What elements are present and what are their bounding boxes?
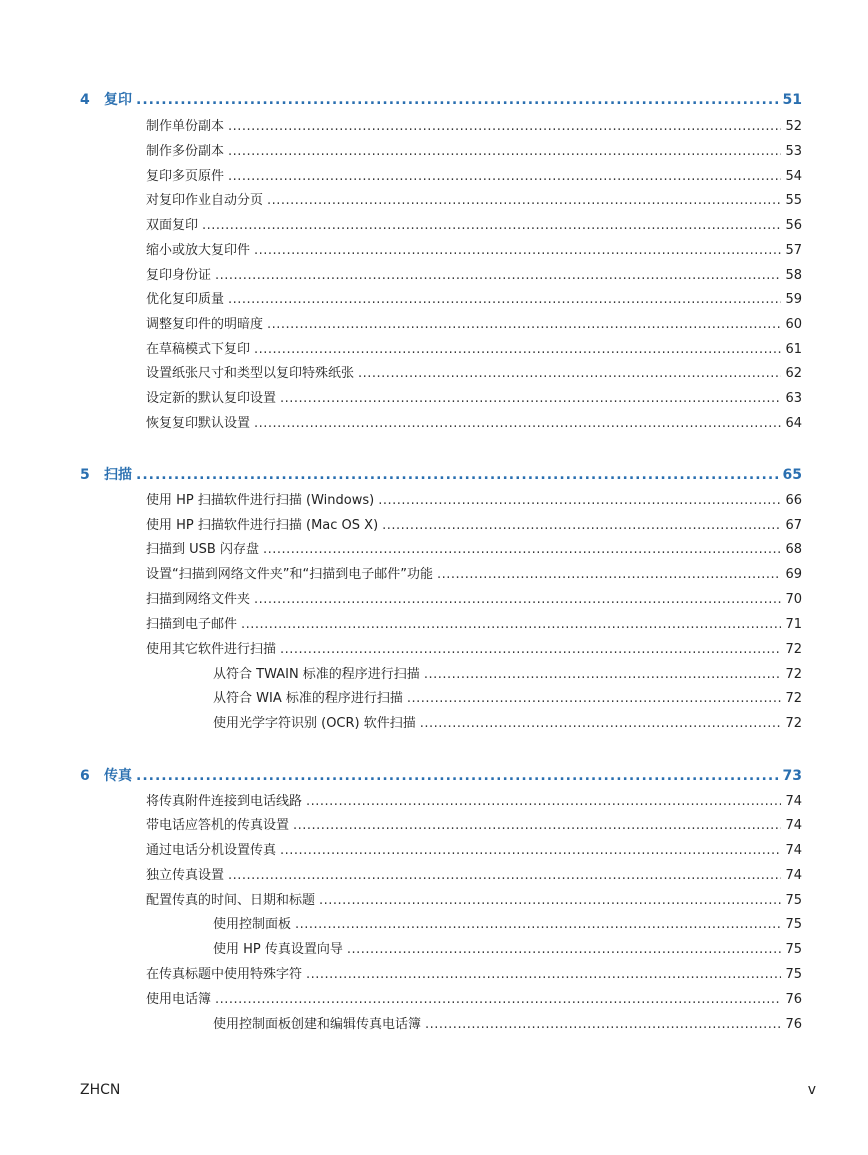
chapter-page-number: 73 (782, 768, 802, 784)
toc-entry-page: 72 (785, 716, 802, 731)
toc-entry[interactable] (146, 835, 802, 859)
dot-leader (267, 317, 781, 333)
toc-entry-title: 使用 HP 扫描软件进行扫描 (Windows) (146, 493, 375, 508)
toc-entry-title: 设置“扫描到网络文件夹”和“扫描到电子邮件”功能 (146, 567, 433, 582)
toc-entry-title: 对复印作业自动分页 (146, 193, 264, 208)
toc-entry[interactable] (146, 235, 802, 259)
toc-entry[interactable] (146, 111, 802, 135)
chapter-page-number: 51 (782, 92, 802, 108)
dot-leader (347, 942, 782, 958)
footer-page-number: v (807, 1082, 816, 1098)
dot-leader (241, 617, 781, 633)
toc-entry-title: 通过电话分机设置传真 (146, 843, 277, 858)
toc-entry-page: 74 (785, 794, 802, 809)
toc-entry[interactable] (146, 136, 802, 160)
toc-entry-title: 设定新的默认复印设置 (146, 391, 277, 406)
toc-entry[interactable] (146, 408, 802, 432)
toc-entry[interactable] (146, 260, 802, 284)
chapter-title: 传真 (104, 768, 132, 784)
footer-locale: ZHCN (80, 1082, 121, 1098)
toc-entry[interactable] (146, 485, 802, 509)
toc-entry-page: 56 (785, 218, 802, 233)
toc-entry-page: 74 (785, 868, 802, 883)
dot-leader (228, 144, 781, 160)
dot-leader (215, 992, 781, 1008)
toc-entry-title: 优化复印质量 (146, 292, 225, 307)
toc-entry-title: 使用控制面板创建和编辑传真电话簿 (213, 1017, 422, 1032)
toc-entry[interactable] (146, 810, 802, 834)
toc-entry-title: 扫描到 USB 闪存盘 (146, 542, 259, 557)
toc-entry-page: 57 (785, 243, 802, 258)
toc-subentry[interactable] (213, 708, 802, 732)
toc-entry-title: 扫描到网络文件夹 (146, 592, 251, 607)
toc-entry-title: 制作单份副本 (146, 119, 225, 134)
dot-leader (254, 243, 781, 259)
toc-entry-title: 扫描到电子邮件 (146, 617, 238, 632)
toc-entry-page: 52 (785, 119, 802, 134)
toc-entry[interactable] (146, 786, 802, 810)
toc-entry-title: 恢复复印默认设置 (146, 416, 251, 431)
toc-entry-title: 设置纸张尺寸和类型以复印特殊纸张 (146, 366, 355, 381)
toc-entry-page: 70 (785, 592, 802, 607)
toc-subentry[interactable] (213, 1009, 802, 1033)
toc-entry-page: 60 (785, 317, 802, 332)
toc-subentry[interactable] (213, 659, 802, 683)
toc-entry-page: 74 (785, 818, 802, 833)
toc-entry[interactable] (146, 358, 802, 382)
toc-entry-page: 67 (785, 518, 802, 533)
dot-leader (424, 667, 782, 683)
toc-entry-page: 53 (785, 144, 802, 159)
toc-entry[interactable] (146, 334, 802, 358)
toc-entry[interactable] (146, 161, 802, 185)
toc-entry-title: 双面复印 (146, 218, 199, 233)
toc-entry-title: 带电话应答机的传真设置 (146, 818, 290, 833)
dot-leader (295, 917, 781, 933)
toc-entry-title: 使用控制面板 (213, 917, 292, 932)
dot-leader (228, 292, 781, 308)
dot-leader (280, 642, 781, 658)
toc-entry[interactable] (146, 885, 802, 909)
toc-entry-page: 75 (785, 967, 802, 982)
toc-entry-title: 从符合 WIA 标准的程序进行扫描 (213, 691, 403, 706)
toc-entry-title: 在草稿模式下复印 (146, 342, 251, 357)
chapter-number: 6 (80, 768, 90, 784)
toc-entry-page: 75 (785, 893, 802, 908)
toc-entry-title: 复印多页原件 (146, 169, 225, 184)
toc-entry[interactable] (146, 559, 802, 583)
toc-entry-title: 配置传真的时间、日期和标题 (146, 893, 316, 908)
dot-leader (358, 366, 781, 382)
toc-entry-title: 使用电话簿 (146, 992, 212, 1007)
toc-entry-page: 59 (785, 292, 802, 307)
toc-entry-page: 72 (785, 691, 802, 706)
toc-entry-title: 在传真标题中使用特殊字符 (146, 967, 303, 982)
dot-leader (263, 542, 782, 558)
toc-entry[interactable] (146, 510, 802, 534)
toc-entry[interactable] (146, 634, 802, 658)
toc-entry-page: 68 (785, 542, 802, 557)
toc-entry-page: 72 (785, 642, 802, 657)
toc-entry-title: 使用 HP 传真设置向导 (213, 942, 343, 957)
dot-leader (382, 518, 781, 534)
dot-leader (254, 592, 781, 608)
toc-entry-title: 使用其它软件进行扫描 (146, 642, 277, 657)
dot-leader (280, 391, 781, 407)
toc-entry-page: 63 (785, 391, 802, 406)
chapter-title: 扫描 (104, 467, 132, 483)
toc-entry-title: 将传真附件连接到电话线路 (146, 794, 303, 809)
toc-entry-title: 复印身份证 (146, 268, 212, 283)
toc-entry-title: 调整复印件的明暗度 (146, 317, 264, 332)
dot-leader (280, 843, 781, 859)
chapter-title: 复印 (104, 92, 132, 108)
toc-entry[interactable] (146, 284, 802, 308)
dot-leader (378, 493, 781, 509)
dot-leader (437, 567, 782, 583)
dot-leader (319, 893, 781, 909)
dot-leader (254, 416, 781, 432)
toc-entry-title: 从符合 TWAIN 标准的程序进行扫描 (213, 667, 420, 682)
toc-entry[interactable] (146, 984, 802, 1008)
toc-entry-page: 75 (785, 942, 802, 957)
toc-entry-page: 66 (785, 493, 802, 508)
toc-entry-page: 55 (785, 193, 802, 208)
dot-leader (306, 794, 781, 810)
toc-entry[interactable] (146, 383, 802, 407)
toc-entry-page: 75 (785, 917, 802, 932)
dot-leader (136, 467, 779, 483)
dot-leader (407, 691, 782, 707)
toc-entry-page: 76 (785, 1017, 802, 1032)
toc-entry[interactable] (146, 959, 802, 983)
dot-leader (136, 92, 779, 108)
dot-leader (306, 967, 781, 983)
toc-entry-page: 72 (785, 667, 802, 682)
toc-entry-page: 58 (785, 268, 802, 283)
toc-entry-page: 54 (785, 169, 802, 184)
toc-entry-page: 61 (785, 342, 802, 357)
dot-leader (293, 818, 781, 834)
toc-entry-page: 76 (785, 992, 802, 1007)
dot-leader (267, 193, 781, 209)
toc-entry-title: 独立传真设置 (146, 868, 225, 883)
toc-entry[interactable] (146, 309, 802, 333)
toc-entry-title: 使用光学字符识别 (OCR) 软件扫描 (213, 716, 416, 731)
toc-entry-title: 制作多份副本 (146, 144, 225, 159)
toc-chapter-4[interactable] (80, 84, 802, 108)
dot-leader (228, 868, 781, 884)
toc-entry-page: 64 (785, 416, 802, 431)
toc-entry-page: 71 (785, 617, 802, 632)
toc-chapter-5[interactable] (80, 459, 802, 483)
dot-leader (215, 268, 781, 284)
toc-entry[interactable] (146, 609, 802, 633)
dot-leader (254, 342, 781, 358)
toc-chapter-6[interactable] (80, 760, 802, 784)
toc-entry-title: 缩小或放大复印件 (146, 243, 251, 258)
toc-entry[interactable] (146, 584, 802, 608)
dot-leader (420, 716, 782, 732)
dot-leader (228, 119, 781, 135)
toc-entry[interactable] (146, 534, 802, 558)
chapter-page-number: 65 (782, 467, 802, 483)
dot-leader (136, 768, 779, 784)
toc-entry-page: 69 (785, 567, 802, 582)
toc-entry-page: 62 (785, 366, 802, 381)
toc-entry[interactable] (146, 860, 802, 884)
chapter-number: 5 (80, 467, 90, 483)
toc-entry[interactable] (146, 185, 802, 209)
dot-leader (425, 1017, 781, 1033)
toc-subentry[interactable] (213, 909, 802, 933)
chapter-number: 4 (80, 92, 90, 108)
toc-subentry[interactable] (213, 683, 802, 707)
dot-leader (228, 169, 781, 185)
toc-subentry[interactable] (213, 934, 802, 958)
toc-entry[interactable] (146, 210, 802, 234)
dot-leader (202, 218, 781, 234)
toc-entry-title: 使用 HP 扫描软件进行扫描 (Mac OS X) (146, 518, 379, 533)
toc-entry-page: 74 (785, 843, 802, 858)
